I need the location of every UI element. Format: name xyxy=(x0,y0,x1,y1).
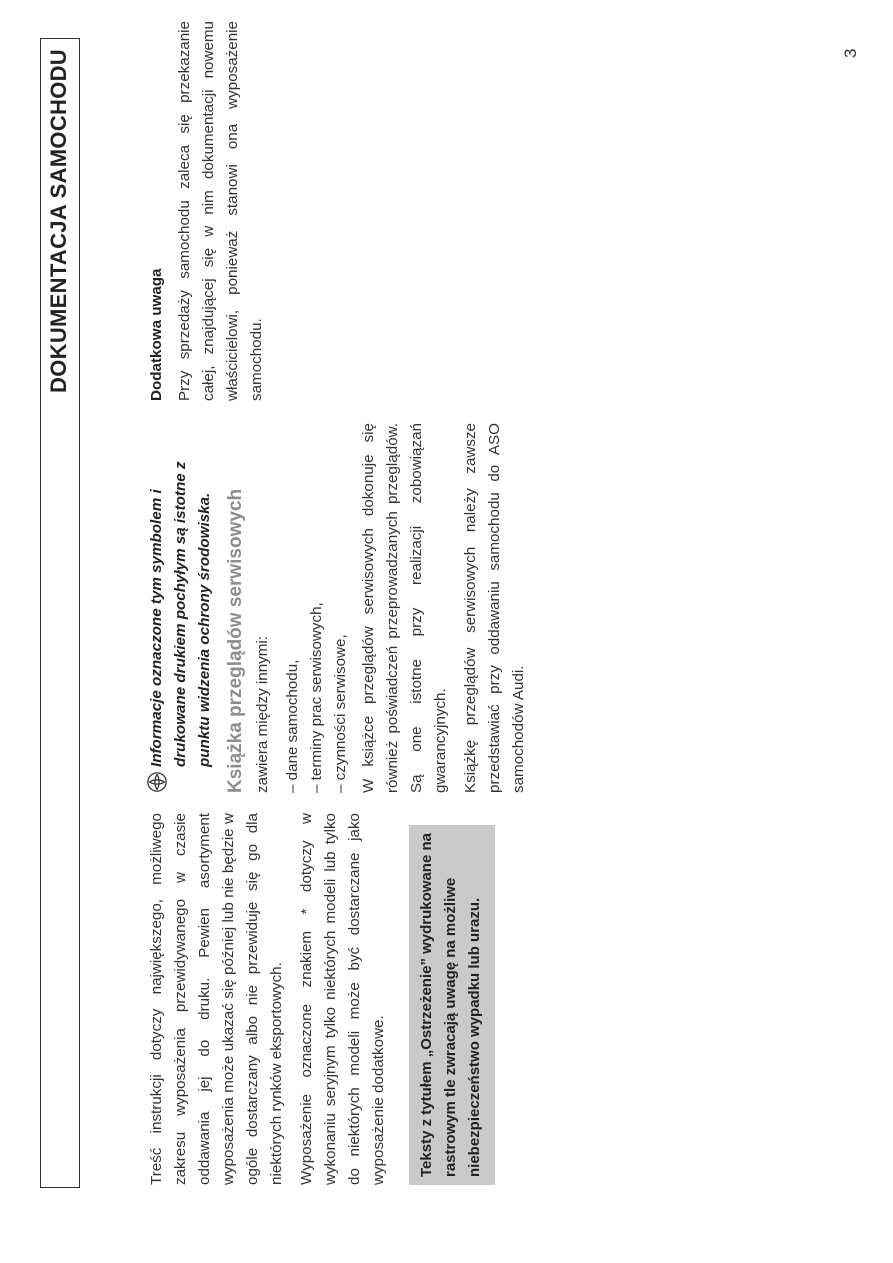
list-item: – dane samochodu, xyxy=(281,423,305,793)
list-item: – terminy prac serwisowych, xyxy=(305,423,329,793)
environment-note xyxy=(145,423,217,793)
column-2 xyxy=(145,423,537,793)
environment-icon xyxy=(146,771,168,793)
list-item: – czynności serwisowe, xyxy=(329,423,353,793)
additional-note-heading: Dodatkowa uwaga xyxy=(148,268,165,401)
additional-note-paragraph: Przy sprzedaży samochodu zaleca się przekazanie całej, znajdującej się w nim dokumentacji nowemu właścicielowi, ponieważ stanowi ona wyposażenie samochodu. xyxy=(176,21,265,401)
header-box xyxy=(40,38,80,1188)
column-3 xyxy=(145,21,275,401)
service-book-paragraph-2: Książkę przeglądów serwisowych należy zawsze przedstawiać przy oddawaniu samochodu do ASO samochodów Audi. xyxy=(462,423,527,793)
warning-box: Teksty z tytułem „Ostrzeżenie” wydrukowane na rastrowym tle zwracają uwagę na możliwe niebezpieczeństwo wypadku lub urazu. xyxy=(409,825,495,1185)
page-number: 3 xyxy=(841,48,860,58)
intro-paragraph: Treść instrukcji dotyczy największego, możliwego zakresu wyposażenia przewidywanego w czasie oddawania jej do druku. Pewien asortyment wyposażenia może ukazać się później lub nie będzie w ogóle dostarczany albo nie przewiduje się go dla niektórych rynków eksportowych. xyxy=(148,813,285,1185)
service-book-heading: Książka przeglądów serwisowych xyxy=(225,488,246,793)
service-book-paragraph: W książce przeglądów serwisowych dokonuje się również poświadczeń przeprowadzanych przeglądów. Są one istotne przy realizacji zobowiązań gwarancyjnych. xyxy=(360,423,449,793)
environment-text: Informacje oznaczone tym symbolem i drukowane drukiem pochyłym są istotne z punktu widzenia ochrony środowiska. xyxy=(148,461,213,767)
service-book-list xyxy=(281,423,353,793)
column-1 xyxy=(145,813,495,1185)
page-title: DOKUMENTACJA SAMOCHODU xyxy=(46,49,71,393)
service-book-intro: zawiera między innymi: xyxy=(254,636,271,793)
equipment-paragraph: Wyposażenie oznaczone znakiem * dotyczy w wykonaniu seryjnym tylko niektórych modeli lub tylko do niektórych modeli może być dostarczane jako wyposażenie dodatkowe. xyxy=(298,813,387,1185)
